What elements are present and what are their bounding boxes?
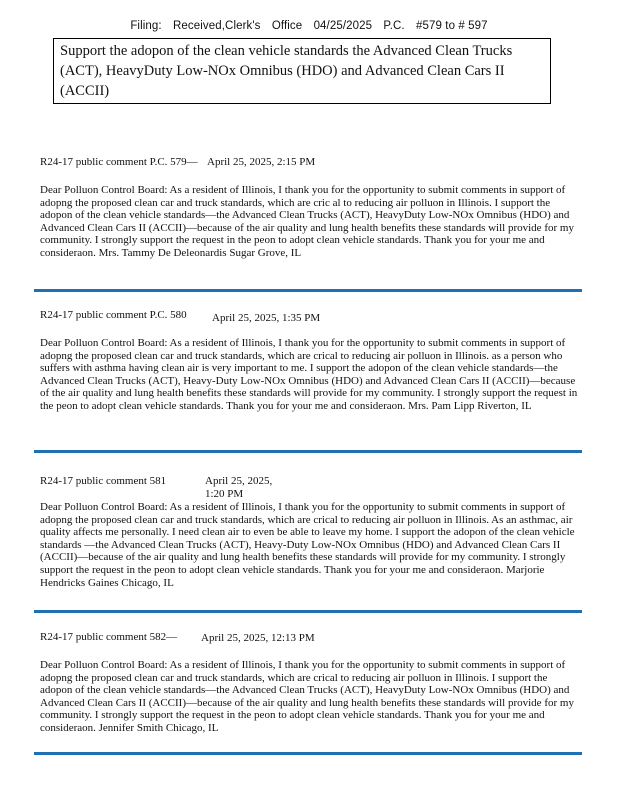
comment-body: Dear Polluon Control Board: As a resident of Illinois, I thank you for the opportunity to submit comments in support of adopng the proposed clean car and truck standards, which are crical to reducing air polluon in Illinois. as a person who suffers with asthma having clean air is very important to me. I support the adopon of the clean vehicle standards—the Advanced Clean Trucks (ACT), Heavy-Duty Low-NOx Omnibus (HDO) and Advanced Clean Cars II (ACCII)—because of the air quality and lung health benefits these standards will provide for my community. I strongly support the request in the peon to adopt clean vehicle standards. Thank you for your me and consideraon. Mrs. Pam Lipp Riverton, IL xyxy=(40,337,578,412)
divider-rule xyxy=(34,610,582,613)
comment-body: Dear Polluon Control Board: As a resident of Illinois, I thank you for the opportunity to submit comments in support of adopng the proposed clean car and truck standards, which are crical to reducing air polluon in Illinois. I support the adopon of the clean vehicle standards—the Advanced Clean Trucks (ACT), HeavyDuty Low-NOx Omnibus (HDO) and Advanced Clean Cars II (ACCII)—because of the air quality and lung health benefits these standards will provide for my community. I strongly support the request in the peon to adopt clean vehicle standards. Thank you for your me and consideraon. Jennifer Smith Chicago, IL xyxy=(40,659,574,734)
pc-range: #579 to # 597 xyxy=(416,20,488,32)
divider-rule xyxy=(34,752,582,755)
comment-id: R24-17 public comment 581 xyxy=(40,475,167,487)
comment-date: April 25, 2025, 1:35 PM xyxy=(212,312,321,324)
filing-header xyxy=(0,20,618,32)
divider-rule xyxy=(34,289,582,292)
comment-date: April 25, 2025, 1:20 PM xyxy=(205,475,273,500)
comment-id: R24-17 public comment P.C. 580 xyxy=(40,309,187,321)
comment-body: Dear Polluon Control Board: As a resident of Illinois, I thank you for the opportunity to submit comments in support of adopng the proposed clean car and truck standards, which are crical to reducing air polluon in Illinois. As an asthmac, air quality affects me personally. I need clean air to even be able to leave my home. I support the adopon of the clean vehicle standards —the Advanced Clean Trucks (ACT), Heavy-Duty Low-NOx Omnibus (HDO) and Advanced Clean Cars II (ACCII)—because of the air quality and lung health benefits these standards will provide for my community. I strongly support the request in the peon to adopt clean vehicle standards. Thank you for your me and consideraon. Marjorie Hendricks Gaines Chicago, IL xyxy=(40,501,575,589)
comment-id: R24-17 public comment 582— xyxy=(40,631,178,643)
comment-entry xyxy=(40,475,578,589)
comment-body: Dear Polluon Control Board: As a resident of Illinois, I thank you for the opportunity to submit comments in support of adopng the proposed clean car and truck standards, which are cric al to reducing air polluon in Illinois. I support the adopon of the clean vehicle standards—the Advanced Clean Trucks (ACT), HeavyDuty Low-NOx Omnibus (HDO) and Advanced Clean Cars II (ACCII)—because of the air quality and lung health benefits these standards will provide for my community. I strongly support the request in the peon to adopt clean vehicle standards. Thank you for your me and consideraon. Mrs. Tammy De Deleonardis Sugar Grove, IL xyxy=(40,184,574,259)
filing-label: Filing: xyxy=(130,20,162,32)
office-label: Office xyxy=(271,20,303,32)
comment-date: April 25, 2025, 2:15 PM xyxy=(207,156,316,168)
document-title: Support the adopon of the clean vehicle standards the Advanced Clean Trucks (ACT), HeavyDuty Low-NOx Omnibus (HDO) and Advanced Clean Cars II (ACCII) xyxy=(53,38,551,104)
comment-entry xyxy=(40,631,578,735)
filing-date: 04/25/2025 xyxy=(313,20,373,32)
pc-label: P.C. xyxy=(383,20,405,32)
divider-rule xyxy=(34,450,582,453)
comment-entry xyxy=(40,309,578,413)
received-label: Received,Clerk's xyxy=(173,20,261,32)
comment-entry xyxy=(40,156,578,260)
comment-date: April 25, 2025, 12:13 PM xyxy=(201,632,315,644)
comment-id: R24-17 public comment P.C. 579— xyxy=(40,156,198,168)
